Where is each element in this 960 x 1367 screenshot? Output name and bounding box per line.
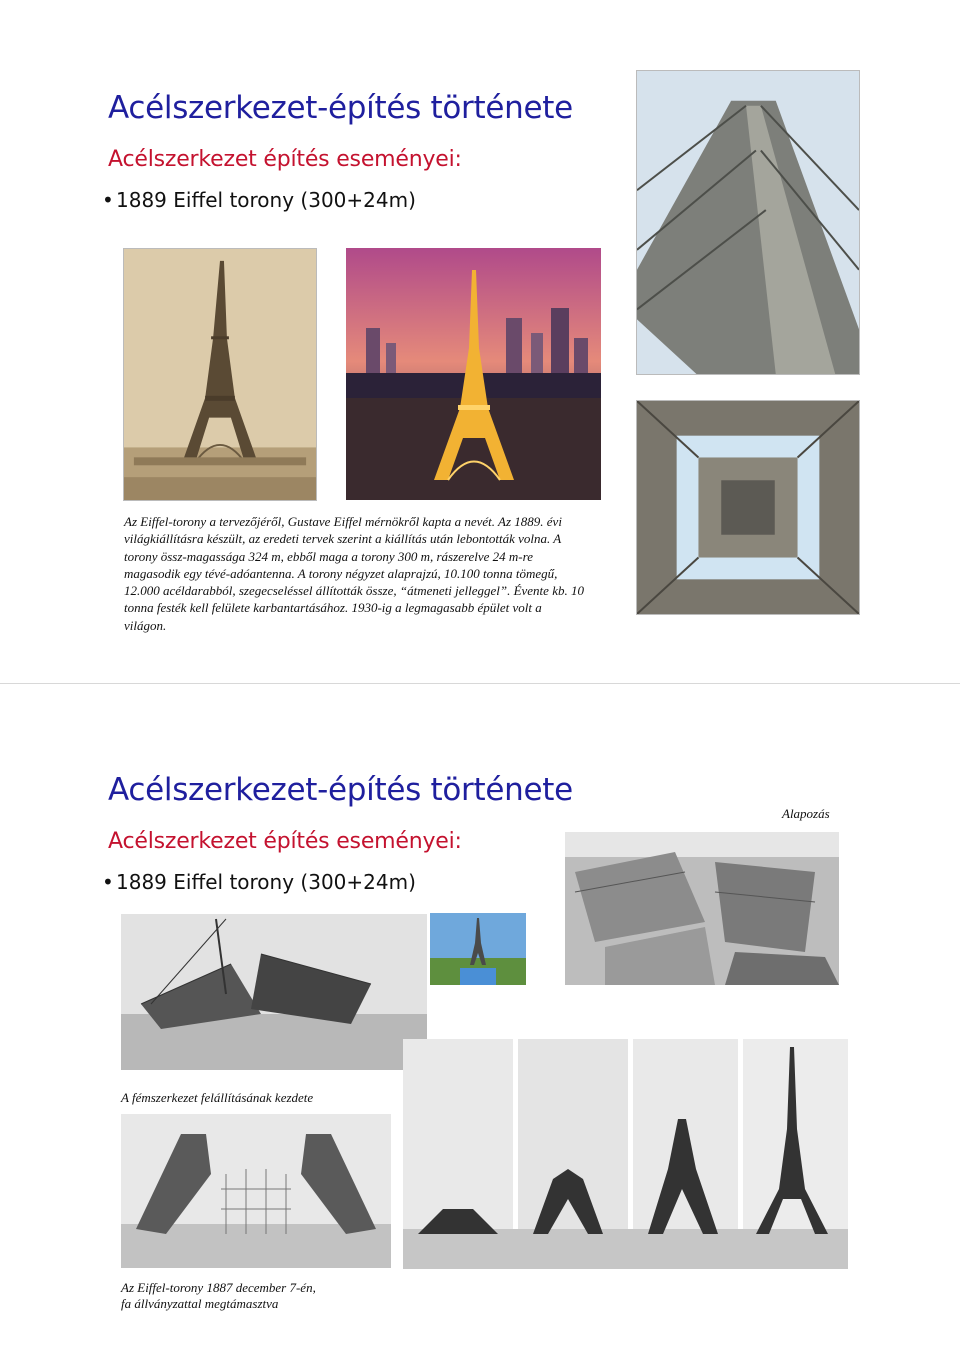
slide-1-description [124, 513, 604, 634]
scaffold-caption-line: fa állványzattal megtámasztva [121, 1296, 279, 1311]
scaffold-photo [121, 1114, 391, 1268]
bullet-icon: • [102, 188, 114, 212]
construction-progress-strip [403, 1039, 848, 1269]
foundation-caption: Alapozás [782, 806, 830, 821]
assembly-start-photo [121, 914, 427, 1070]
tower-center-view-photo [636, 400, 860, 615]
modern-eiffel-photo [430, 913, 526, 985]
description-line: torony össz-magassága 324 m, ebből maga a torony 300 m, rászerelve 24 m-re [124, 548, 533, 564]
tower-upward-view-photo [636, 70, 860, 375]
slide-2-subtitle: Acélszerkezet építés eseményei: [108, 829, 462, 854]
scaffold-caption [121, 1280, 316, 1312]
description-line: világkiállításra készült, az eredeti tervek szerint a kiállítás után lebontották volna. A [124, 531, 562, 547]
slide-1-bullet-text: 1889 Eiffel torony (300+24m) [116, 188, 416, 212]
slide-1-subtitle: Acélszerkezet építés eseményei: [108, 147, 462, 172]
description-line: magasodik egy tévé-adóantenna. A torony négyzet alaprajzú, 10.100 tonna tömegű, [124, 565, 558, 581]
slide-1 [0, 0, 960, 683]
vintage-eiffel-photo [123, 248, 317, 501]
slide-2-title: Acélszerkezet-építés története [108, 772, 573, 808]
scaffold-caption-line: Az Eiffel-torony 1887 december 7-én, [121, 1280, 316, 1295]
description-line: Az Eiffel-torony a tervezőjéről, Gustave Eiffel mérnökről kapta a nevét. Az 1889. évi [124, 514, 562, 529]
foundation-photo [565, 832, 839, 985]
slide-1-title: Acélszerkezet-építés története [108, 90, 573, 126]
assembly-caption: A fémszerkezet felállításának kezdete [121, 1090, 314, 1105]
night-eiffel-photo [346, 248, 601, 500]
description-line: világon. [124, 617, 167, 633]
bullet-icon: • [102, 870, 114, 894]
slide-2-bullet [102, 870, 416, 894]
slide-2 [0, 684, 960, 1367]
description-line: 12.000 acéldarabból, szegecseléssel állították össze, “átmeneti jelleggel”. Évente kb. 10 [124, 583, 584, 599]
slide-2-bullet-text: 1889 Eiffel torony (300+24m) [116, 870, 416, 894]
description-line: tonna festék kell felülete karbantartásához. 1930-ig a legmagasabb épület volt a [124, 600, 542, 616]
slide-1-bullet [102, 188, 416, 212]
